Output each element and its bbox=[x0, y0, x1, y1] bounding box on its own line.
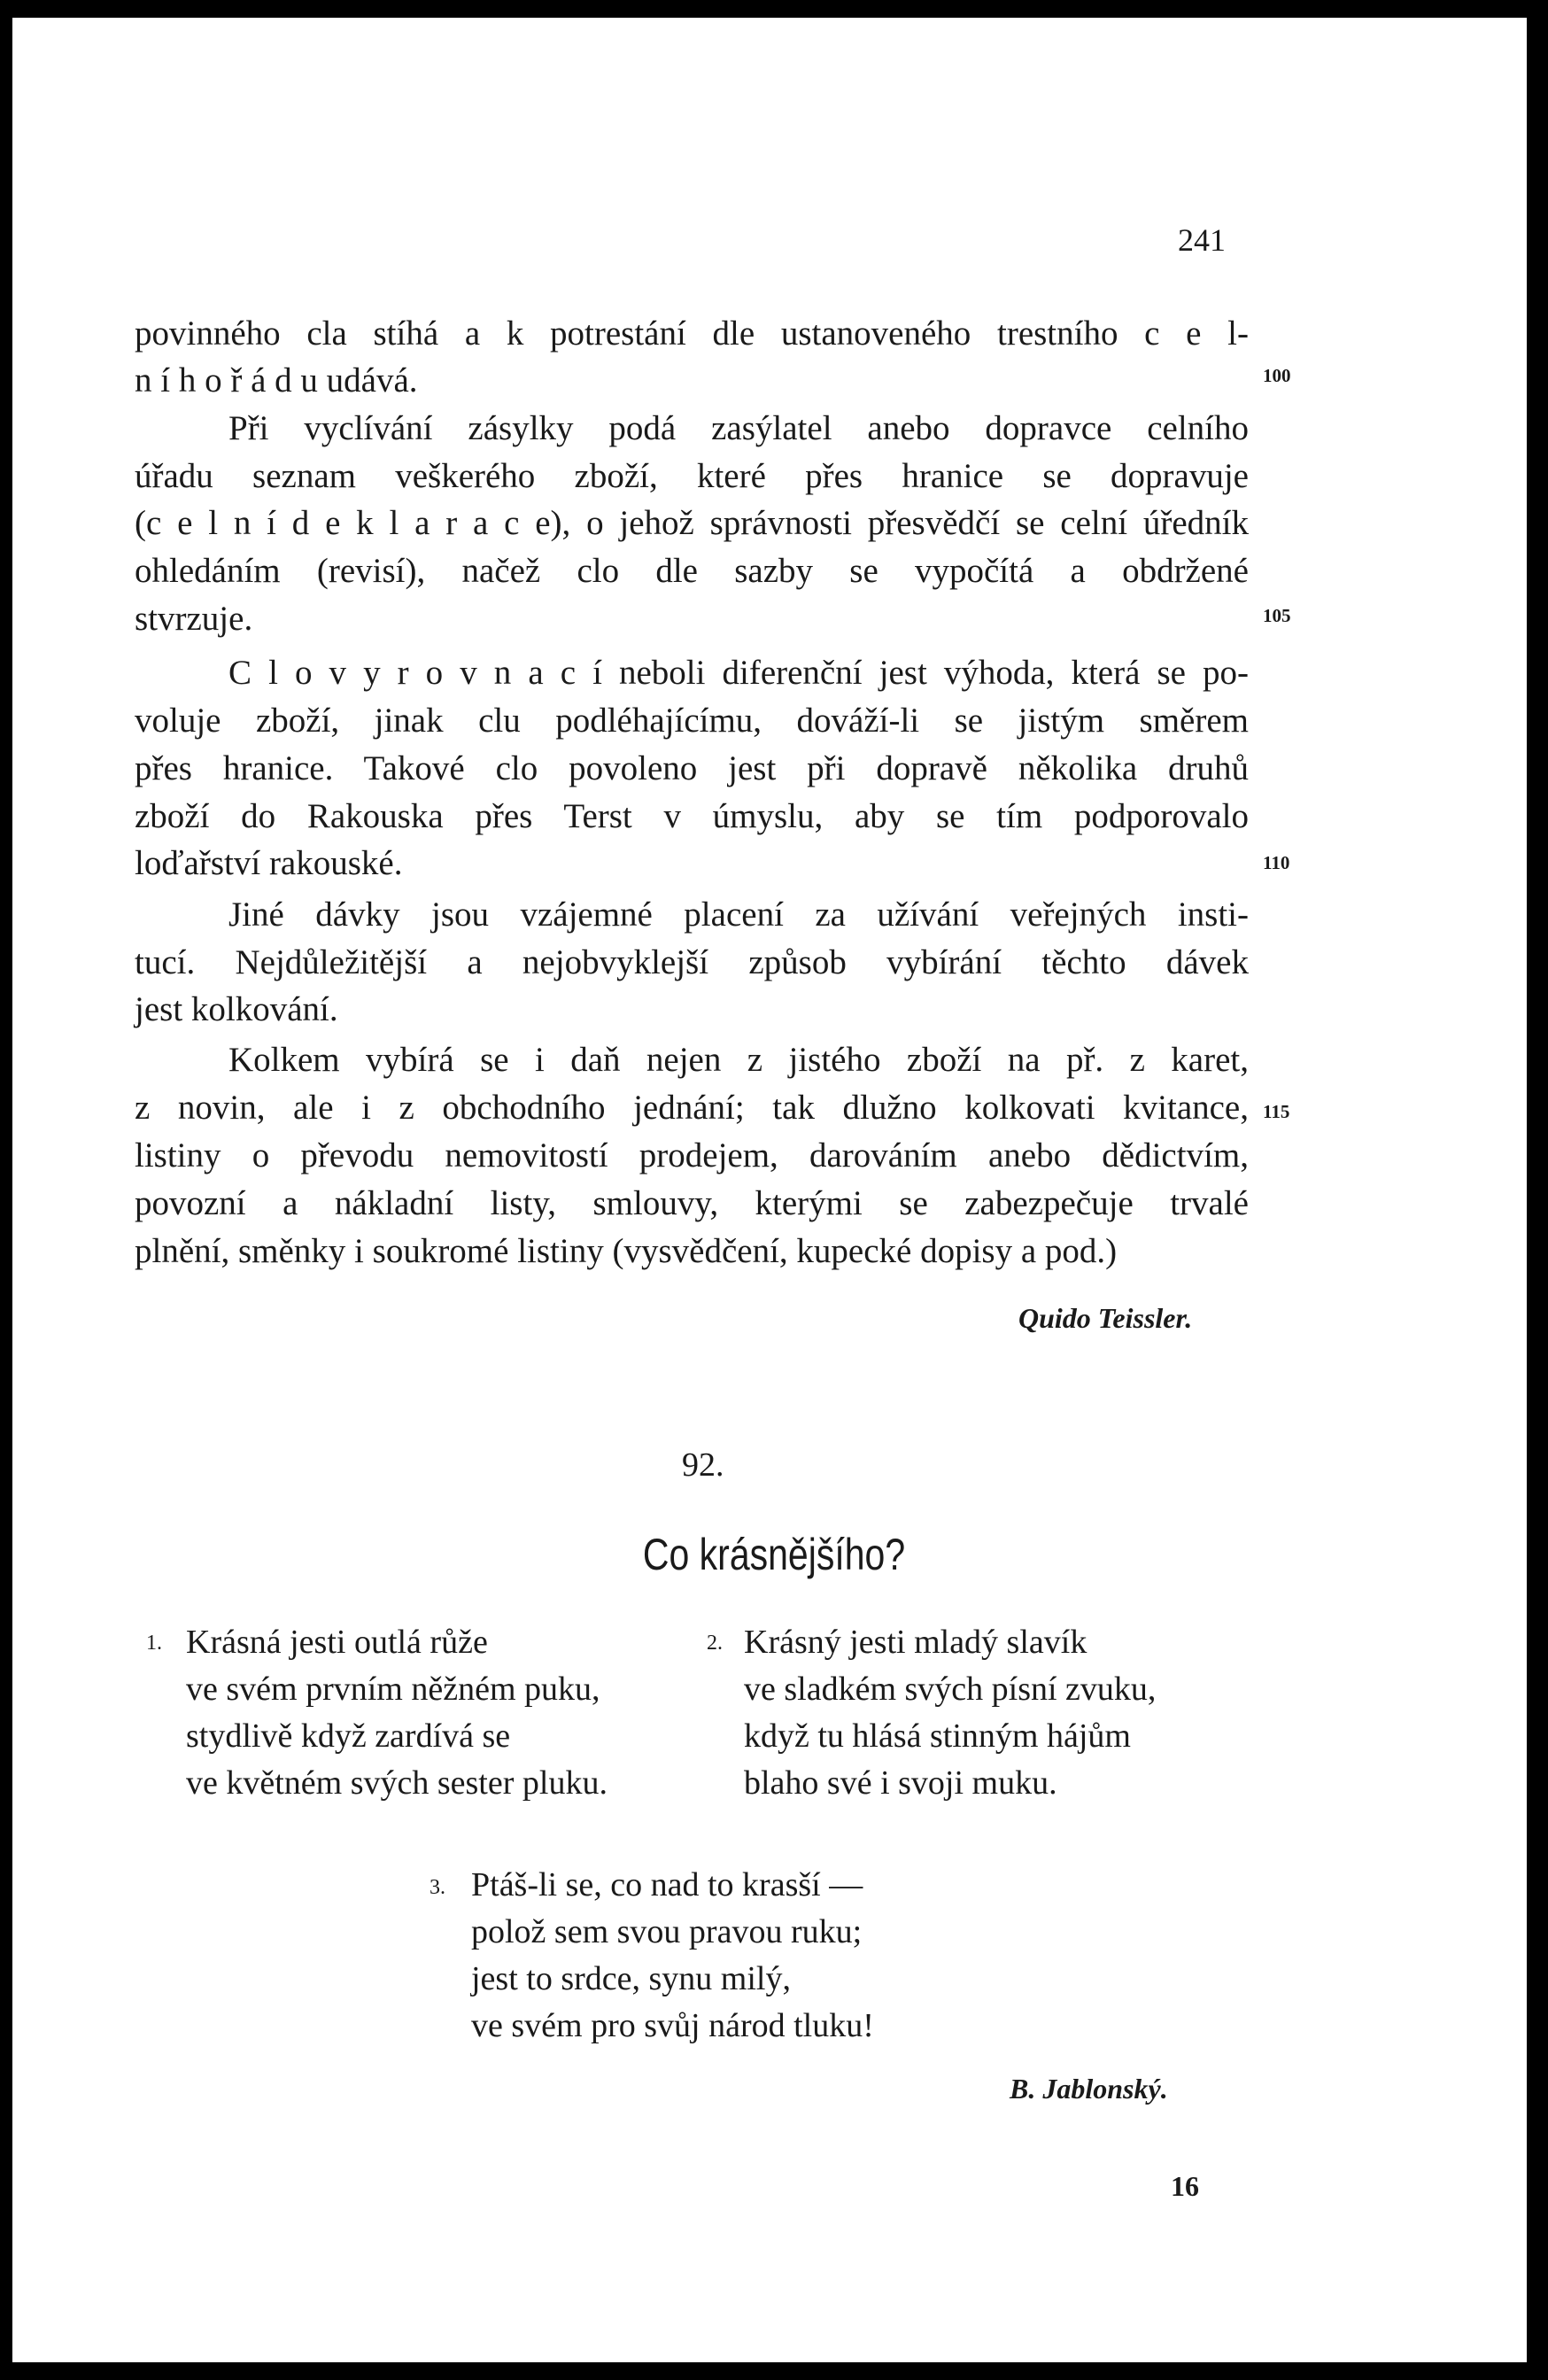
stanza-2-line-1: Krásný jesti mladý slavík bbox=[744, 1624, 1087, 1661]
line-number-105: 105 bbox=[1263, 605, 1291, 626]
article-line-4: úřadu seznam veškerého zboží, které přes hranice se dopravuje bbox=[135, 457, 1249, 495]
scan-border-left bbox=[0, 0, 12, 2380]
stanza-1 bbox=[186, 1619, 608, 1807]
stanza-3-line-1: Ptáš-li se, co nad to krasší — bbox=[471, 1866, 863, 1903]
article-line-7: stvrzuje. bbox=[135, 600, 253, 638]
stanza-3-line-4: ve svém pro svůj národ tluku! bbox=[471, 2007, 874, 2044]
stanza-1-line-2: ve svém prvním něžném puku, bbox=[186, 1671, 600, 1708]
scan-border-right bbox=[1527, 0, 1548, 2380]
stanza-1-line-4: ve květném svých sester pluku. bbox=[186, 1764, 608, 1802]
line-number-110: 110 bbox=[1263, 852, 1290, 873]
stanza-2-line-4: blaho své i svoji muku. bbox=[744, 1764, 1057, 1802]
article-line-9: voluje zboží, jinak clu podléhajícímu, dováží-li se jistým směrem bbox=[135, 702, 1249, 740]
stanza-1-line-3: stydlivě když zardívá se bbox=[186, 1717, 511, 1755]
article-line-3: Při vyclívání zásylky podá zasýlatel anebo dopravce celního bbox=[228, 409, 1249, 447]
article-line-14: tucí. Nejdůležitější a nejobvyklejší způsob vybírání těchto dávek bbox=[135, 943, 1249, 981]
folio-signature-mark: 16 bbox=[1171, 2170, 1199, 2202]
scan-border-bottom bbox=[0, 2362, 1548, 2380]
stanza-2-number: 2. bbox=[707, 1632, 723, 1655]
line-number-100: 100 bbox=[1263, 365, 1291, 386]
stanza-2 bbox=[744, 1619, 1156, 1807]
article-line-15: jest kolkování. bbox=[135, 990, 338, 1028]
article-line-6: ohledáním (revisí), načež clo dle sazby se vypočítá a obdržené bbox=[135, 552, 1249, 590]
line-number-115: 115 bbox=[1263, 1101, 1290, 1122]
stanza-3-line-3: jest to srdce, synu milý, bbox=[471, 1960, 791, 1997]
article-line-20: plnění, směnky i soukromé listiny (vysvědčení, kupecké dopisy a pod.) bbox=[135, 1232, 1118, 1270]
stanza-2-line-3: když tu hlásá stinným hájům bbox=[744, 1717, 1131, 1755]
scan-border-top bbox=[0, 0, 1548, 18]
stanza-3-line-2: polož sem svou pravou ruku; bbox=[471, 1913, 863, 1950]
stanza-1-number: 1. bbox=[146, 1632, 162, 1655]
page-number: 241 bbox=[1178, 222, 1226, 258]
article-signature: Quido Teissler. bbox=[1018, 1302, 1193, 1334]
article-line-19: povozní a nákladní listy, smlouvy, kterými se zabezpečuje trvalé bbox=[135, 1184, 1249, 1222]
article-line-17: z novin, ale i z obchodního jednání; tak dlužno kolkovati kvitance, bbox=[135, 1089, 1249, 1127]
poem-number: 92. bbox=[682, 1446, 724, 1484]
article-line-10: přes hranice. Takové clo povoleno jest při dopravě několika druhů bbox=[135, 749, 1249, 787]
article-line-18: listiny o převodu nemovitostí prodejem, darováním anebo dědictvím, bbox=[135, 1136, 1249, 1174]
article-line-2: n í h o ř á d u udává. bbox=[135, 361, 418, 399]
article-line-11: zboží do Rakouska přes Terst v úmyslu, aby se tím podporovalo bbox=[135, 797, 1249, 835]
article-line-13: Jiné dávky jsou vzájemné placení za užívání veřejných insti- bbox=[228, 895, 1249, 934]
article-line-8: C l o v y r o v n a c í neboli diferenční jest výhoda, která se po- bbox=[228, 654, 1249, 692]
stanza-1-line-1: Krásná jesti outlá růže bbox=[186, 1624, 488, 1661]
poem-signature: B. Jablonský. bbox=[1010, 2073, 1168, 2105]
article-line-12: loďařství rakouské. bbox=[135, 844, 403, 882]
article-line-5: (c e l n í d e k l a r a c e), o jehož správnosti přesvědčí se celní úředník bbox=[135, 504, 1249, 542]
poem-title: Co krásnějšího? bbox=[642, 1530, 906, 1579]
article-line-1: povinného cla stíhá a k potrestání dle ustanoveného trestního c e l- bbox=[135, 314, 1249, 353]
stanza-3 bbox=[471, 1862, 874, 2050]
article-line-16: Kolkem vybírá se i daň nejen z jistého zboží na př. z karet, bbox=[228, 1041, 1249, 1079]
stanza-3-number: 3. bbox=[430, 1876, 445, 1899]
stanza-2-line-2: ve sladkém svých písní zvuku, bbox=[744, 1671, 1157, 1708]
